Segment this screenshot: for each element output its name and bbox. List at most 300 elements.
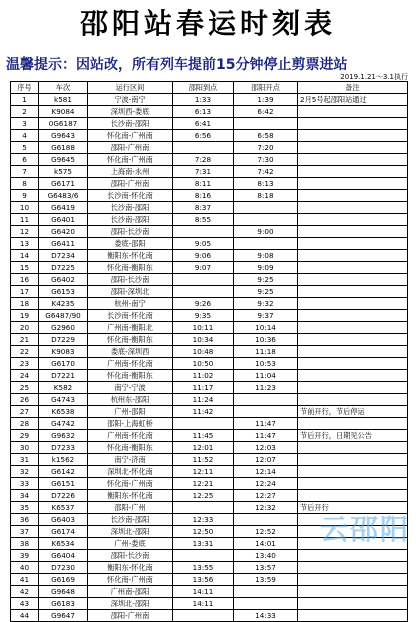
cell-remarks xyxy=(298,226,408,238)
cell-remarks xyxy=(298,346,408,358)
cell-index: 21 xyxy=(11,334,39,346)
cell-arrival: 11:17 xyxy=(173,382,234,394)
cell-index: 6 xyxy=(11,154,39,166)
cell-departure: 9:08 xyxy=(234,250,298,262)
cell-route: 长沙南-邵阳 xyxy=(88,514,173,526)
cell-arrival xyxy=(173,286,234,298)
cell-departure xyxy=(234,586,298,598)
table-row xyxy=(11,442,408,454)
cell-arrival: 6:13 xyxy=(173,106,234,118)
watermark-logo: 云邵阳 xyxy=(319,513,410,546)
cell-departure: 12:24 xyxy=(234,478,298,490)
cell-departure: 7:20 xyxy=(234,142,298,154)
cell-arrival: 10:48 xyxy=(173,346,234,358)
cell-train: G6401 xyxy=(39,214,88,226)
cell-remarks xyxy=(298,202,408,214)
cell-departure: 14:33 xyxy=(234,610,298,622)
cell-route: 广州-娄底 xyxy=(88,538,173,550)
cell-route: 怀化南-衡阳东 xyxy=(88,334,173,346)
cell-remarks xyxy=(298,166,408,178)
cell-train: G6419 xyxy=(39,202,88,214)
cell-train: G6402 xyxy=(39,274,88,286)
cell-route: 上海南-永州 xyxy=(88,166,173,178)
cell-route: 深圳北-邵阳 xyxy=(88,598,173,610)
cell-arrival: 10:34 xyxy=(173,334,234,346)
cell-index: 19 xyxy=(11,310,39,322)
cell-route: 深圳西-娄底 xyxy=(88,106,173,118)
cell-arrival xyxy=(173,142,234,154)
cell-route: 邵阳-长沙南 xyxy=(88,226,173,238)
cell-departure: 11:18 xyxy=(234,346,298,358)
cell-index: 38 xyxy=(11,538,39,550)
cell-route: 广州南-怀化南 xyxy=(88,358,173,370)
cell-route: 邵阳-长沙南 xyxy=(88,274,173,286)
cell-departure xyxy=(234,598,298,610)
cell-departure xyxy=(234,118,298,130)
cell-remarks xyxy=(298,286,408,298)
cell-index: 20 xyxy=(11,322,39,334)
cell-index: 5 xyxy=(11,142,39,154)
table-row xyxy=(11,586,408,598)
cell-index: 1 xyxy=(11,94,39,106)
cell-arrival xyxy=(173,610,234,622)
cell-remarks xyxy=(298,382,408,394)
cell-departure: 10:36 xyxy=(234,334,298,346)
cell-route: 南宁-宁波 xyxy=(88,382,173,394)
cell-route: 广州南-衡阳北 xyxy=(88,322,173,334)
table-row xyxy=(11,298,408,310)
cell-departure: 9:25 xyxy=(234,274,298,286)
cell-index: 23 xyxy=(11,358,39,370)
cell-train: k575 xyxy=(39,166,88,178)
cell-departure: 1:39 xyxy=(234,94,298,106)
table-row xyxy=(11,610,408,622)
cell-route: 衡阳东-怀化南 xyxy=(88,490,173,502)
cell-train: D7226 xyxy=(39,490,88,502)
cell-index: 8 xyxy=(11,178,39,190)
cell-train: G6183 xyxy=(39,598,88,610)
cell-index: 11 xyxy=(11,214,39,226)
cell-arrival: 8:37 xyxy=(173,202,234,214)
cell-route: 长沙南-邵阳 xyxy=(88,214,173,226)
table-row xyxy=(11,598,408,610)
cell-route: 邵阳-深圳北 xyxy=(88,286,173,298)
cell-departure: 12:52 xyxy=(234,526,298,538)
cell-index: 31 xyxy=(11,454,39,466)
cell-remarks xyxy=(298,118,408,130)
cell-remarks xyxy=(298,106,408,118)
cell-arrival: 12:21 xyxy=(173,478,234,490)
cell-departure: 6:58 xyxy=(234,130,298,142)
cell-train: K9084 xyxy=(39,106,88,118)
cell-remarks xyxy=(298,358,408,370)
cell-train: G2960 xyxy=(39,322,88,334)
cell-route: 怀化南-广州南 xyxy=(88,574,173,586)
table-row xyxy=(11,466,408,478)
cell-index: 34 xyxy=(11,490,39,502)
date-range: 2019.1.21～3.1执行 xyxy=(340,73,408,81)
cell-train: D7225 xyxy=(39,262,88,274)
cell-arrival: 7:31 xyxy=(173,166,234,178)
cell-remarks xyxy=(298,562,408,574)
table-row xyxy=(11,454,408,466)
cell-arrival: 12:50 xyxy=(173,526,234,538)
cell-remarks: 节后开行，日期见公告 xyxy=(298,430,408,442)
cell-train: G6174 xyxy=(39,526,88,538)
table-row xyxy=(11,154,408,166)
cell-index: 17 xyxy=(11,286,39,298)
table-row xyxy=(11,334,408,346)
table-row xyxy=(11,226,408,238)
cell-arrival xyxy=(173,274,234,286)
table-row xyxy=(11,358,408,370)
cell-route: 广州南-邵阳 xyxy=(88,586,173,598)
cell-departure: 9:37 xyxy=(234,310,298,322)
cell-arrival xyxy=(173,418,234,430)
cell-remarks xyxy=(298,466,408,478)
cell-route: 深圳北-邵阳 xyxy=(88,526,173,538)
cell-remarks xyxy=(298,274,408,286)
cell-arrival: 6:56 xyxy=(173,130,234,142)
cell-remarks xyxy=(298,442,408,454)
cell-route: 宁波-南宁 xyxy=(88,94,173,106)
cell-route: 长沙南-怀化南 xyxy=(88,190,173,202)
cell-index: 22 xyxy=(11,346,39,358)
table-row xyxy=(11,370,408,382)
cell-train: K6538 xyxy=(39,406,88,418)
cell-route: 邵阳-长沙南 xyxy=(88,550,173,562)
cell-arrival: 9:05 xyxy=(173,238,234,250)
cell-route: 杭州东-邵阳 xyxy=(88,394,173,406)
cell-train: G4742 xyxy=(39,418,88,430)
cell-train: k581 xyxy=(39,94,88,106)
cell-index: 26 xyxy=(11,394,39,406)
header-remarks: 备注 xyxy=(298,82,408,94)
table-row xyxy=(11,250,408,262)
cell-train: D7230 xyxy=(39,562,88,574)
cell-remarks: 节前开行，节后停运 xyxy=(298,406,408,418)
cell-index: 2 xyxy=(11,106,39,118)
cell-arrival: 12:11 xyxy=(173,466,234,478)
cell-departure: 7:30 xyxy=(234,154,298,166)
cell-route: 怀化南-衡阳东 xyxy=(88,262,173,274)
table-row xyxy=(11,394,408,406)
cell-index: 13 xyxy=(11,238,39,250)
header-index: 序号 xyxy=(11,82,39,94)
cell-departure: 10:53 xyxy=(234,358,298,370)
cell-train: K9083 xyxy=(39,346,88,358)
cell-departure: 9:25 xyxy=(234,286,298,298)
table-row xyxy=(11,430,408,442)
cell-departure: 6:42 xyxy=(234,106,298,118)
cell-index: 36 xyxy=(11,514,39,526)
cell-train: G6170 xyxy=(39,358,88,370)
cell-arrival: 13:31 xyxy=(173,538,234,550)
cell-index: 32 xyxy=(11,466,39,478)
cell-train: G6483/6 xyxy=(39,190,88,202)
cell-train: G9645 xyxy=(39,154,88,166)
cell-index: 28 xyxy=(11,418,39,430)
table-row xyxy=(11,190,408,202)
cell-train: G6153 xyxy=(39,286,88,298)
cell-index: 44 xyxy=(11,610,39,622)
table-row xyxy=(11,262,408,274)
cell-remarks: 节后开行 xyxy=(298,502,408,514)
cell-arrival: 8:11 xyxy=(173,178,234,190)
cell-index: 39 xyxy=(11,550,39,562)
cell-remarks xyxy=(298,586,408,598)
cell-index: 27 xyxy=(11,406,39,418)
cell-departure: 12:32 xyxy=(234,502,298,514)
cell-arrival: 9:26 xyxy=(173,298,234,310)
table-row xyxy=(11,382,408,394)
cell-departure: 11:47 xyxy=(234,430,298,442)
cell-remarks xyxy=(298,550,408,562)
cell-arrival xyxy=(173,550,234,562)
cell-index: 14 xyxy=(11,250,39,262)
cell-index: 16 xyxy=(11,274,39,286)
cell-index: 12 xyxy=(11,226,39,238)
cell-departure: 13:57 xyxy=(234,562,298,574)
cell-remarks xyxy=(298,454,408,466)
cell-train: G9643 xyxy=(39,130,88,142)
cell-departure: 12:07 xyxy=(234,454,298,466)
cell-remarks xyxy=(298,310,408,322)
cell-train: G4743 xyxy=(39,394,88,406)
table-row xyxy=(11,346,408,358)
table-row xyxy=(11,106,408,118)
header-departure: 邵阳开点 xyxy=(234,82,298,94)
cell-train: K6534 xyxy=(39,538,88,550)
cell-route: 怀化南-衡阳东 xyxy=(88,442,173,454)
cell-train: D7234 xyxy=(39,250,88,262)
header-row xyxy=(11,82,408,94)
table-row xyxy=(11,130,408,142)
table-row xyxy=(11,406,408,418)
cell-arrival: 12:01 xyxy=(173,442,234,454)
cell-departure xyxy=(234,202,298,214)
header-train: 车次 xyxy=(39,82,88,94)
cell-departure: 12:03 xyxy=(234,442,298,454)
cell-train: K6537 xyxy=(39,502,88,514)
cell-remarks xyxy=(298,322,408,334)
cell-remarks xyxy=(298,214,408,226)
table-row xyxy=(11,94,408,106)
cell-remarks xyxy=(298,478,408,490)
cell-index: 29 xyxy=(11,430,39,442)
cell-route: 娄底-邵阳 xyxy=(88,238,173,250)
table-row xyxy=(11,238,408,250)
cell-departure: 9:32 xyxy=(234,298,298,310)
cell-train: G9632 xyxy=(39,430,88,442)
cell-index: 40 xyxy=(11,562,39,574)
cell-index: 3 xyxy=(11,118,39,130)
cell-train: G6151 xyxy=(39,478,88,490)
cell-arrival: 11:02 xyxy=(173,370,234,382)
cell-route: 怀化南-广州南 xyxy=(88,154,173,166)
header-arrival: 邵阳到点 xyxy=(173,82,234,94)
table-row xyxy=(11,214,408,226)
cell-train: G6404 xyxy=(39,550,88,562)
cell-departure: 13:40 xyxy=(234,550,298,562)
cell-route: 娄底-深圳西 xyxy=(88,346,173,358)
cell-index: 15 xyxy=(11,262,39,274)
cell-train: G6403 xyxy=(39,514,88,526)
cell-remarks xyxy=(298,262,408,274)
cell-remarks xyxy=(298,370,408,382)
cell-arrival: 8:16 xyxy=(173,190,234,202)
cell-index: 30 xyxy=(11,442,39,454)
cell-remarks xyxy=(298,598,408,610)
cell-route: 邵阳-上海虹桥 xyxy=(88,418,173,430)
cell-remarks xyxy=(298,250,408,262)
header-route: 运行区间 xyxy=(88,82,173,94)
cell-remarks xyxy=(298,190,408,202)
cell-route: 长沙南-邵阳 xyxy=(88,118,173,130)
cell-departure: 12:27 xyxy=(234,490,298,502)
cell-departure xyxy=(234,514,298,526)
cell-index: 10 xyxy=(11,202,39,214)
table-row xyxy=(11,550,408,562)
cell-route: 衡阳东-怀化南 xyxy=(88,562,173,574)
cell-route: 南宁-济南 xyxy=(88,454,173,466)
cell-route: 邵阳-广州南 xyxy=(88,178,173,190)
cell-departure: 8:13 xyxy=(234,178,298,190)
cell-train: G6411 xyxy=(39,238,88,250)
cell-index: 42 xyxy=(11,586,39,598)
cell-index: 37 xyxy=(11,526,39,538)
cell-train: k1562 xyxy=(39,454,88,466)
cell-train: G6420 xyxy=(39,226,88,238)
cell-arrival: 8:55 xyxy=(173,214,234,226)
cell-departure: 11:47 xyxy=(234,418,298,430)
cell-remarks xyxy=(298,298,408,310)
cell-remarks xyxy=(298,490,408,502)
cell-arrival: 12:25 xyxy=(173,490,234,502)
table-row xyxy=(11,166,408,178)
cell-route: 怀化南-广州南 xyxy=(88,478,173,490)
cell-remarks xyxy=(298,238,408,250)
cell-route: 邵阳-广州南 xyxy=(88,142,173,154)
table-row xyxy=(11,478,408,490)
cell-train: G6188 xyxy=(39,142,88,154)
cell-arrival: 11:52 xyxy=(173,454,234,466)
cell-train: G9647 xyxy=(39,610,88,622)
cell-arrival: 13:55 xyxy=(173,562,234,574)
cell-route: 怀化南-衡阳东 xyxy=(88,370,173,382)
table-row xyxy=(11,322,408,334)
cell-train: 0G6187 xyxy=(39,118,88,130)
cell-arrival: 11:24 xyxy=(173,394,234,406)
cell-arrival: 10:11 xyxy=(173,322,234,334)
cell-remarks xyxy=(298,574,408,586)
cell-route: 杭州-南宁 xyxy=(88,298,173,310)
cell-arrival: 7:28 xyxy=(173,154,234,166)
cell-route: 长沙南-怀化南 xyxy=(88,310,173,322)
cell-arrival: 1:33 xyxy=(173,94,234,106)
table-row xyxy=(11,562,408,574)
cell-index: 43 xyxy=(11,598,39,610)
cell-arrival: 9:06 xyxy=(173,250,234,262)
cell-departure: 14:01 xyxy=(234,538,298,550)
cell-index: 4 xyxy=(11,130,39,142)
cell-remarks xyxy=(298,394,408,406)
table-row xyxy=(11,286,408,298)
cell-index: 7 xyxy=(11,166,39,178)
cell-remarks: 2月5号起邵阳站通过 xyxy=(298,94,408,106)
cell-departure xyxy=(234,394,298,406)
cell-arrival: 11:45 xyxy=(173,430,234,442)
cell-index: 41 xyxy=(11,574,39,586)
cell-train: D7233 xyxy=(39,442,88,454)
cell-remarks xyxy=(298,178,408,190)
cell-arrival: 10:50 xyxy=(173,358,234,370)
cell-index: 18 xyxy=(11,298,39,310)
cell-arrival: 6:41 xyxy=(173,118,234,130)
cell-departure xyxy=(234,238,298,250)
cell-route: 长沙南-邵阳 xyxy=(88,202,173,214)
table-row xyxy=(11,574,408,586)
cell-train: K4235 xyxy=(39,298,88,310)
cell-arrival xyxy=(173,502,234,514)
cell-index: 24 xyxy=(11,370,39,382)
cell-remarks xyxy=(298,610,408,622)
cell-route: 广州-邵阳 xyxy=(88,406,173,418)
cell-arrival: 12:33 xyxy=(173,514,234,526)
cell-arrival: 14:11 xyxy=(173,586,234,598)
table-row xyxy=(11,418,408,430)
cell-route: 深圳北-怀化南 xyxy=(88,466,173,478)
cell-route: 邵阳-广州 xyxy=(88,502,173,514)
cell-arrival: 11:42 xyxy=(173,406,234,418)
cell-departure: 11:04 xyxy=(234,370,298,382)
cell-arrival xyxy=(173,226,234,238)
table-row xyxy=(11,490,408,502)
cell-remarks xyxy=(298,130,408,142)
cell-train: G6142 xyxy=(39,466,88,478)
table-row xyxy=(11,118,408,130)
cell-train: G6169 xyxy=(39,574,88,586)
cell-route: 怀化南-广州南 xyxy=(88,130,173,142)
cell-arrival: 9:35 xyxy=(173,310,234,322)
cell-route: 衡阳东-怀化南 xyxy=(88,250,173,262)
cell-departure: 9:00 xyxy=(234,226,298,238)
cell-departure: 10:14 xyxy=(234,322,298,334)
cell-remarks xyxy=(298,334,408,346)
cell-arrival: 13:56 xyxy=(173,574,234,586)
cell-departure xyxy=(234,406,298,418)
cell-remarks xyxy=(298,154,408,166)
table-row xyxy=(11,178,408,190)
cell-departure: 13:59 xyxy=(234,574,298,586)
notice-banner: 温馨提示：因站改，所有列车提前15分钟停止剪票进站 xyxy=(6,57,348,73)
table-row xyxy=(11,274,408,286)
cell-route: 广州南-怀化南 xyxy=(88,430,173,442)
table-row xyxy=(11,202,408,214)
cell-departure: 9:09 xyxy=(234,262,298,274)
cell-train: K582 xyxy=(39,382,88,394)
cell-train: D7221 xyxy=(39,370,88,382)
cell-train: D7229 xyxy=(39,334,88,346)
cell-remarks xyxy=(298,142,408,154)
cell-departure: 7:42 xyxy=(234,166,298,178)
page-title: 邵阳站春运时刻表 xyxy=(79,7,336,40)
cell-index: 35 xyxy=(11,502,39,514)
cell-train: G9648 xyxy=(39,586,88,598)
cell-departure: 8:18 xyxy=(234,190,298,202)
table-row xyxy=(11,310,408,322)
cell-route: 邵阳-广州南 xyxy=(88,610,173,622)
